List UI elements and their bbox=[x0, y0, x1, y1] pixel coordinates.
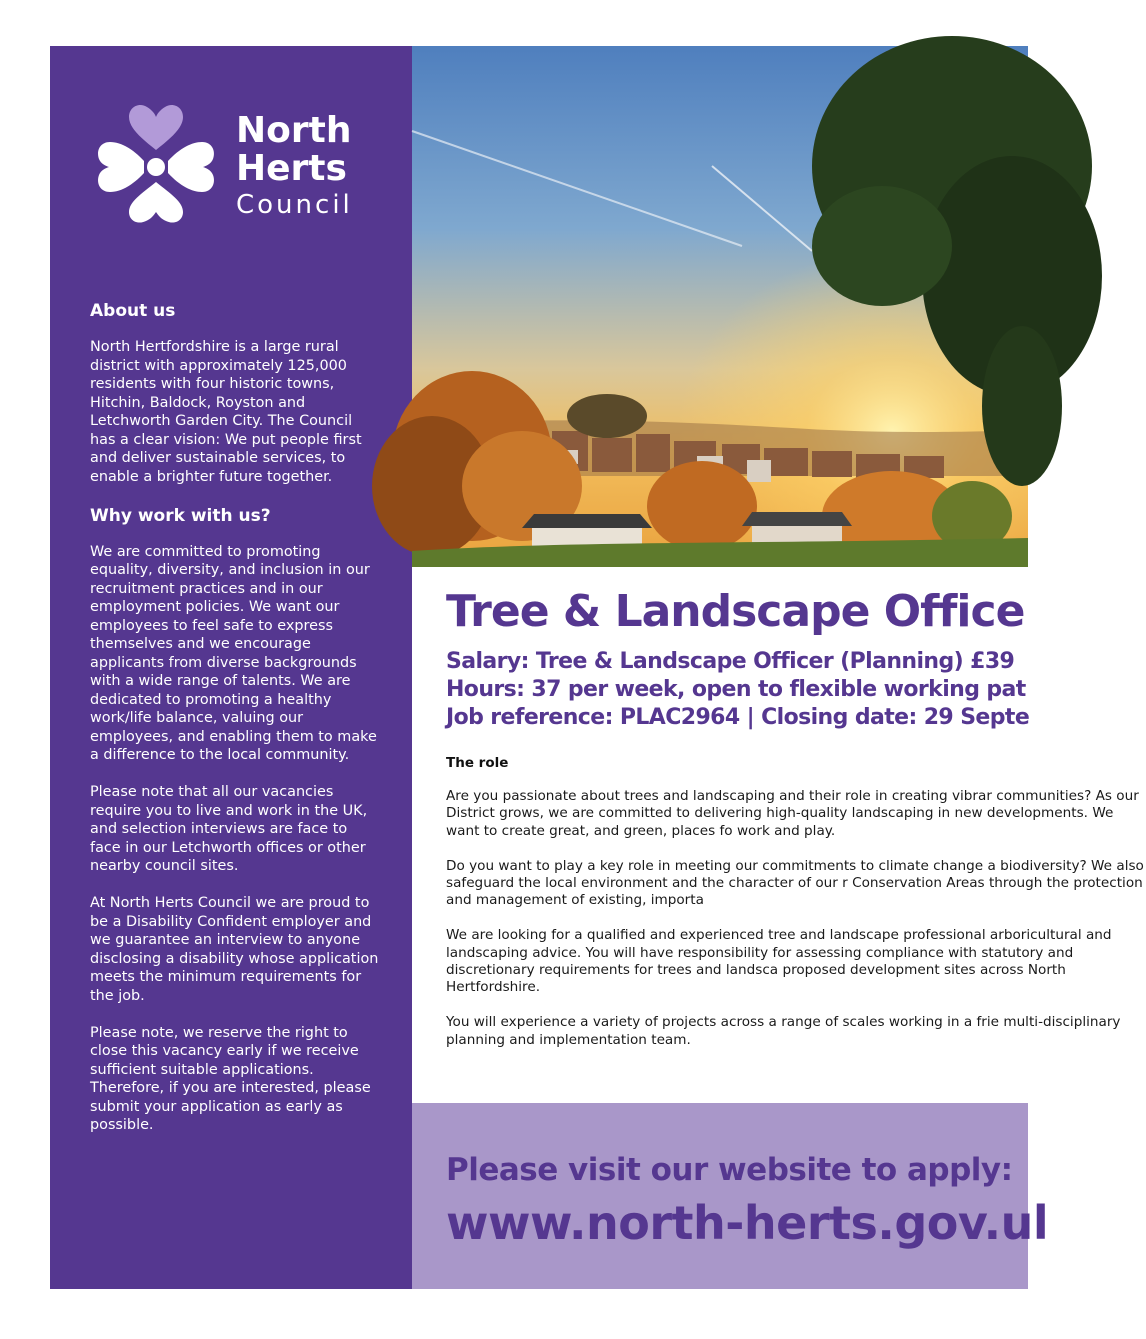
job-title: Tree & Landscape Office bbox=[446, 586, 1025, 637]
logo-word-herts: Herts bbox=[236, 148, 347, 189]
job-meta bbox=[446, 648, 1146, 732]
role-paragraph-3: We are looking for a qualified and experienced tree and landscape professional arboricultural and landscaping advice. You will have responsibility for assessing compliance with statutory and discretionary requirements for trees and landsca proposed development sites across North Hertfordshire. bbox=[446, 927, 1112, 996]
why-paragraph-3: At North Herts Council we are proud to be a Disability Confident employer and we guarantee an interview to anyone disclosing a disability whose application meets the minimum requirements for the job. bbox=[90, 895, 379, 1004]
why-paragraph-2: Please note that all our vacancies require you to live and work in the UK, and selection interviews are face to face in our Letchworth offices or other nearby council sites. bbox=[90, 784, 368, 874]
role-paragraph-1: Are you passionate about trees and landscaping and their role in creating vibrar communities? As our District grows, we are committed to delivering high-quality landscaping in new developments. We want to create great, and green, places fo work and play. bbox=[446, 788, 1139, 839]
job-advert-page bbox=[50, 46, 1144, 1289]
logo-word-council: Council bbox=[236, 190, 353, 220]
hero-image bbox=[412, 46, 1028, 567]
council-wordmark bbox=[236, 112, 353, 220]
sunset-town-photo bbox=[412, 46, 1028, 567]
why-paragraph-1: We are committed to promoting equality, diversity, and inclusion in our recruitment practices and in our employment policies. We want our employees to feel safe to express themselves and we encourage applicants from diverse backgrounds with a wide range of talents. We are dedicated to promoting a healthy work/life balance, valuing our employees, and enabling them to make a difference to the local community. bbox=[90, 543, 377, 763]
apply-banner bbox=[412, 1103, 1049, 1289]
role-paragraph-2: Do you want to play a key role in meeting our commitments to climate change a biodiversity? We also safeguard the local environment and the character of our r Conservation Areas through the protection and management of existing, importa bbox=[446, 857, 1144, 909]
council-logo bbox=[96, 104, 366, 224]
apply-label: Please visit our website to apply: bbox=[446, 1152, 1013, 1188]
about-heading: About us bbox=[90, 301, 176, 321]
role-section bbox=[446, 754, 1146, 1049]
clover-heart-icon bbox=[96, 104, 226, 224]
sidebar bbox=[50, 46, 412, 1289]
role-paragraph-4: You will experience a variety of projects across a range of scales working in a frie multi-disciplinary planning and implementation team. bbox=[446, 1014, 1121, 1048]
role-heading: The role bbox=[446, 755, 509, 771]
apply-website-link[interactable]: www.north-herts.gov.ul bbox=[446, 1196, 1049, 1250]
why-heading: Why work with us? bbox=[90, 505, 271, 526]
reference-line: Job reference: PLAC2964 | Closing date: 29 Septe bbox=[446, 705, 1030, 730]
job-details bbox=[446, 584, 1146, 1066]
salary-line: Salary: Tree & Landscape Officer (Planning) £39 bbox=[446, 649, 1015, 674]
logo-word-north: North bbox=[236, 110, 352, 151]
sidebar-text bbox=[90, 300, 380, 1153]
hours-line: Hours: 37 per week, open to flexible working pat bbox=[446, 677, 1026, 702]
why-paragraph-4: Please note, we reserve the right to close this vacancy early if we receive sufficient suitable applications. Therefore, if you are interested, please submit your application as early as possible. bbox=[90, 1024, 371, 1133]
about-paragraph: North Hertfordshire is a large rural district with approximately 125,000 residents with four historic towns, Hitchin, Baldock, Royston and Letchworth Garden City. The Council has a clear vision: We put people first and deliver sustainable services, to enable a brighter future together. bbox=[90, 339, 362, 485]
